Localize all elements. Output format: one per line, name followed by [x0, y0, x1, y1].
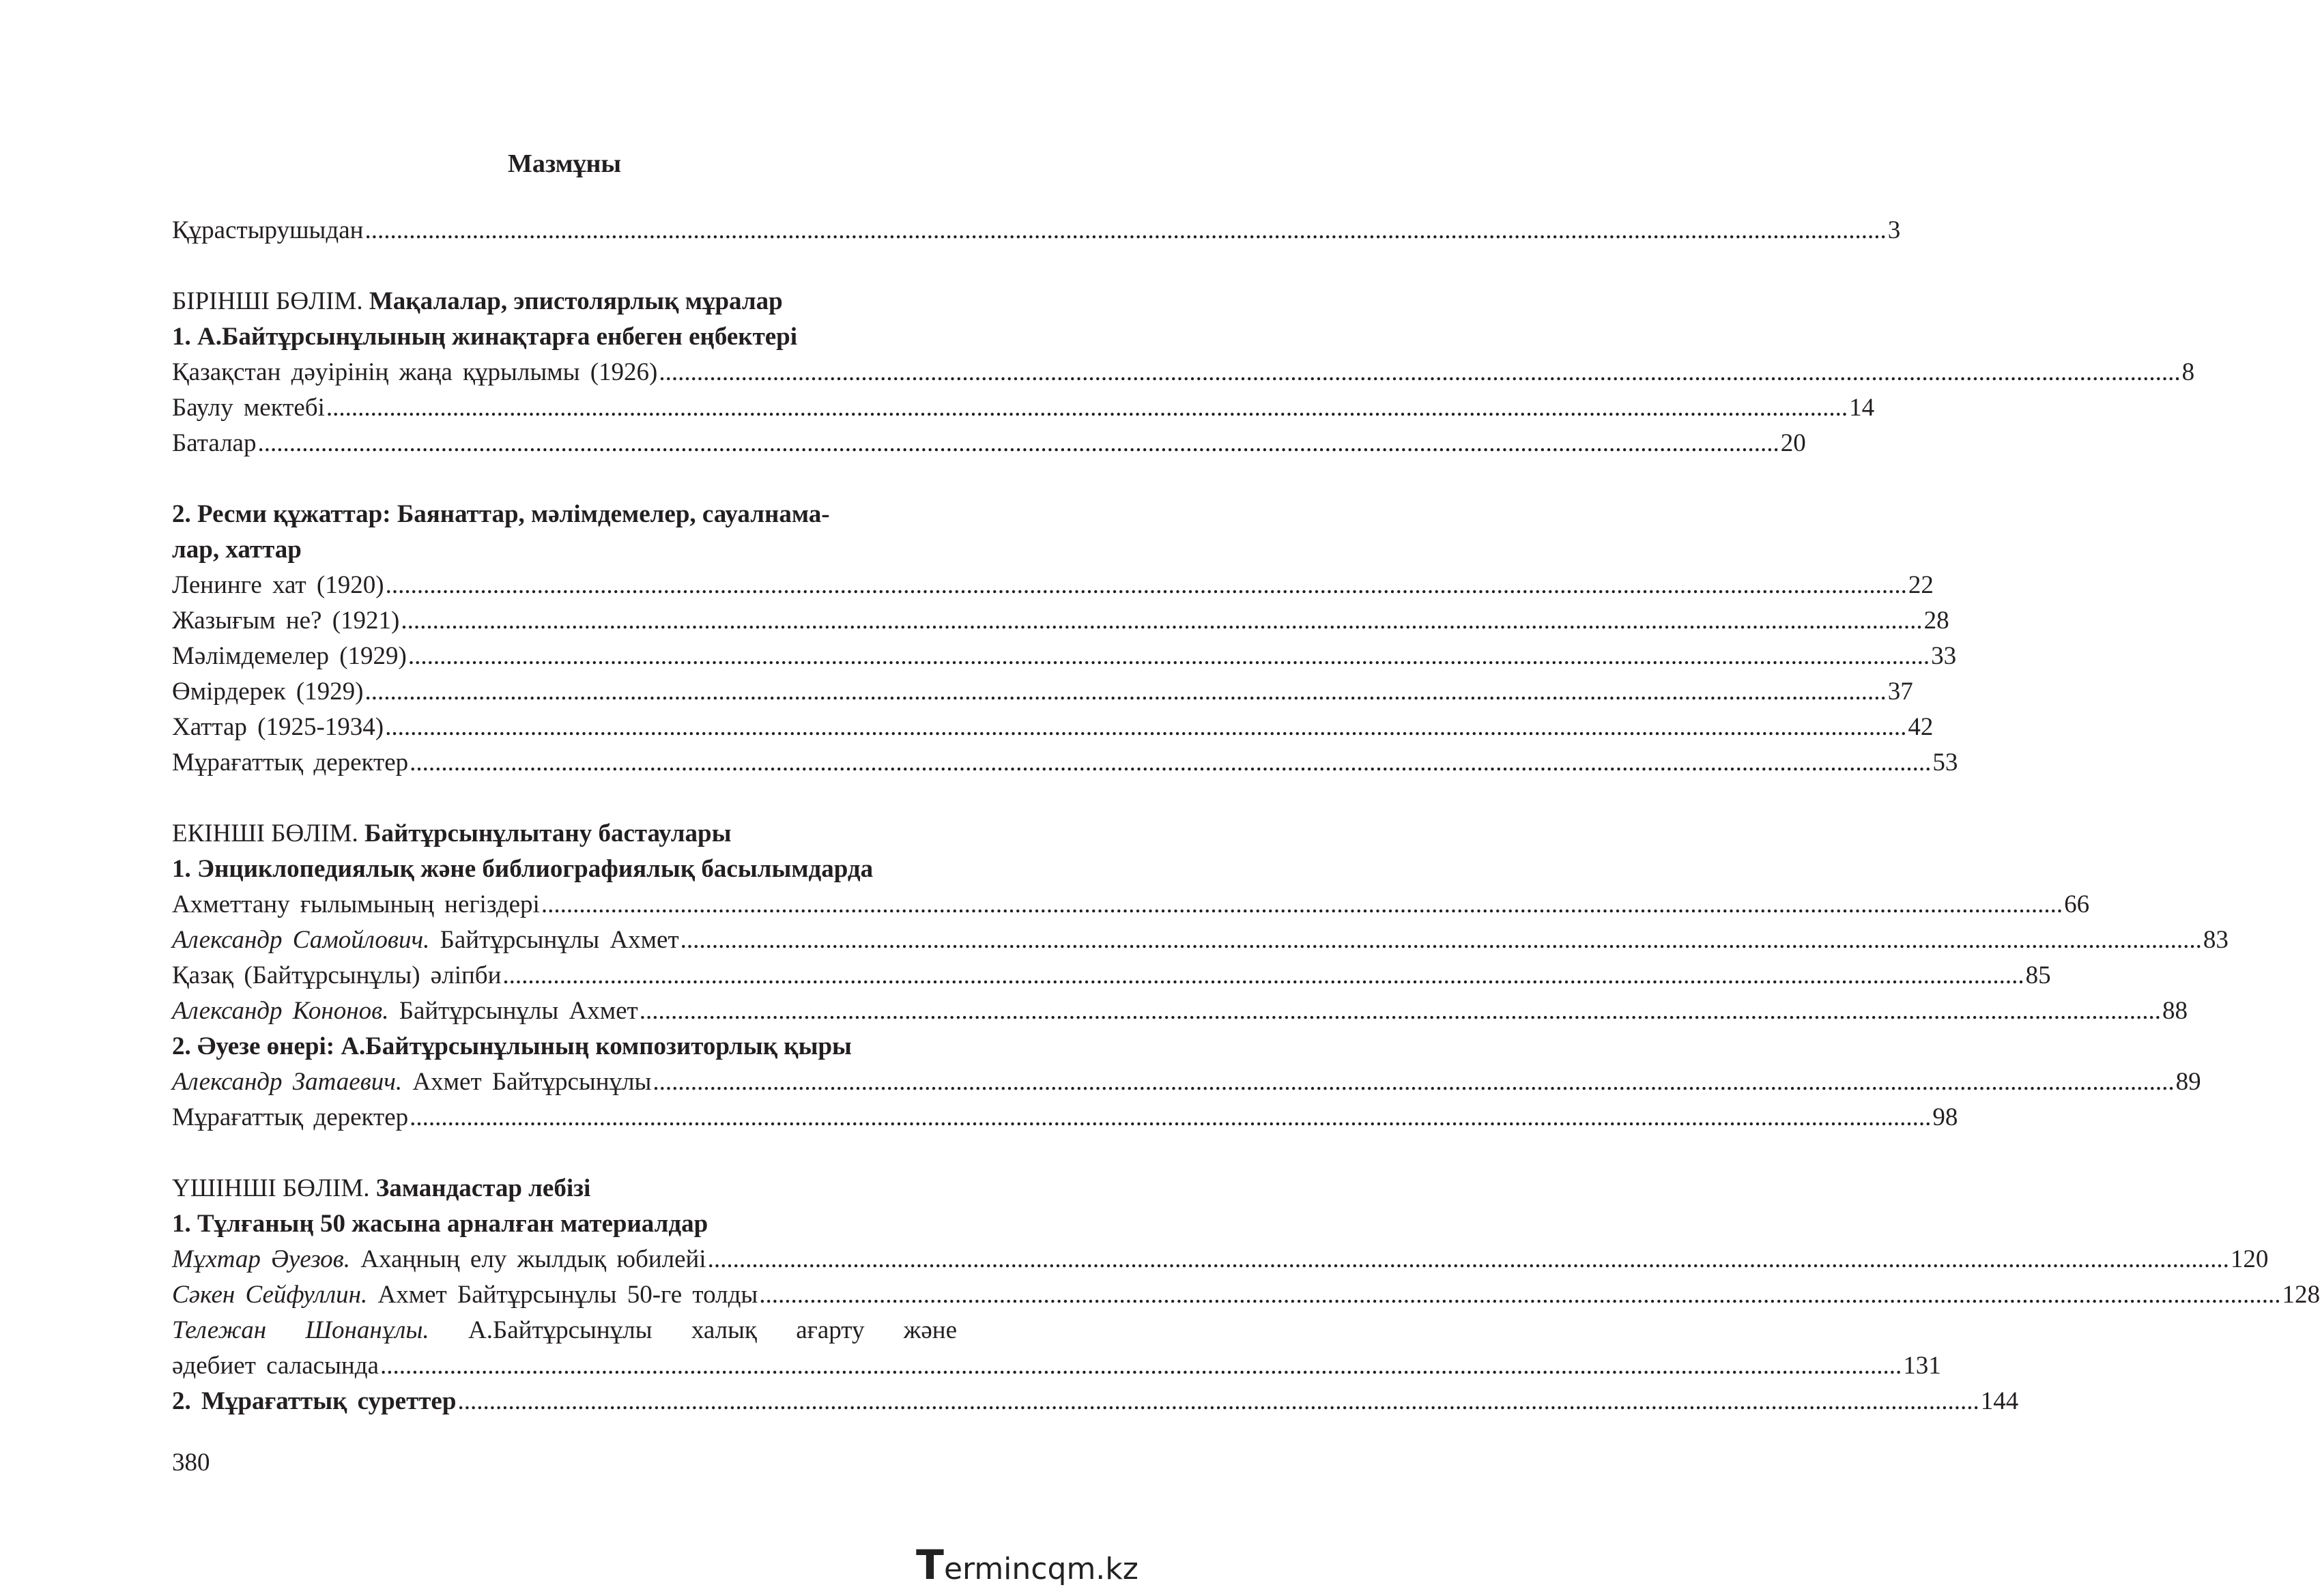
- toc-entry-author: Мұхтар Әуезов.: [172, 1245, 350, 1273]
- toc-entry-word: халық: [691, 1316, 757, 1344]
- dot-leader: [541, 887, 2063, 923]
- page-title: Мазмұны: [507, 149, 622, 178]
- toc-entry-author-part1: Тележан: [172, 1316, 267, 1344]
- toc-entry-word: А.Байтұрсынұлы: [468, 1316, 653, 1344]
- toc-entry-word: және: [903, 1316, 957, 1344]
- toc-entry-label: Мұрағаттық деректер: [172, 749, 409, 777]
- dot-leader: [326, 390, 1848, 426]
- toc-entry-label: Баталар: [172, 429, 257, 457]
- toc-entry[interactable]: [172, 1064, 2201, 1100]
- toc-entry-page: 22: [1908, 571, 1934, 599]
- toc-entry-text: [172, 1064, 651, 1100]
- toc-entry-author: Александр Кононов.: [172, 997, 389, 1025]
- dot-leader: [364, 674, 1886, 710]
- dot-leader: [380, 1348, 1902, 1384]
- toc-entry[interactable]: [172, 958, 2051, 993]
- toc-entry-author-part2: Шонанұлы.: [305, 1316, 429, 1344]
- toc-entry-multiline-first[interactable]: [172, 1313, 957, 1348]
- dot-leader: [257, 426, 1779, 461]
- section-heading-continued: лар, хаттар: [172, 536, 302, 564]
- part-title: Замандастар лебізі: [375, 1174, 591, 1202]
- toc-entry-intro[interactable]: [172, 213, 1901, 248]
- toc-entry-text: [172, 1242, 706, 1277]
- toc-entry[interactable]: [172, 674, 1913, 710]
- toc-entry-label: Баулу мектебі: [172, 394, 325, 422]
- toc-entry-page: 144: [1980, 1387, 2019, 1415]
- toc-entry-text: [172, 993, 638, 1029]
- toc-entry-label: Жазығым не? (1921): [172, 607, 400, 635]
- dot-leader: [759, 1277, 2280, 1313]
- toc-entry[interactable]: [172, 710, 1934, 745]
- page-number: 380: [172, 1449, 210, 1477]
- toc-entry[interactable]: [172, 390, 1875, 426]
- dot-leader: [364, 213, 1886, 248]
- toc-entry[interactable]: [172, 745, 1958, 781]
- dot-leader: [681, 923, 2202, 958]
- toc-entry[interactable]: [172, 639, 1957, 674]
- part-heading-1: [172, 284, 957, 319]
- toc-entry-page: 14: [1849, 394, 1875, 422]
- dot-leader: [708, 1242, 2229, 1277]
- dot-leader: [385, 710, 1906, 745]
- part-prefix: ҮШІНШІ БӨЛІМ.: [172, 1174, 370, 1202]
- toc-entry-label: Ахмет Байтұрсынұлы: [412, 1068, 652, 1096]
- toc-entry-label: Мәлімдемелер (1929): [172, 642, 407, 670]
- toc-entry-page: 88: [2162, 997, 2188, 1025]
- dot-leader: [386, 568, 1907, 603]
- dot-leader: [410, 1100, 1931, 1135]
- toc-entry-page: 131: [1903, 1352, 1941, 1380]
- dot-leader: [401, 603, 1922, 639]
- dot-leader: [408, 639, 1930, 674]
- magnifier-icon: q: [1047, 1552, 1067, 1586]
- toc-entry-page: 89: [2175, 1068, 2201, 1096]
- toc-entry-page: 8: [2181, 358, 2195, 386]
- toc-entry-label: Байтұрсынұлы Ахмет: [440, 926, 679, 954]
- toc-entry-label: Хаттар (1925-1934): [172, 713, 384, 741]
- watermark-logo: [916, 1541, 1138, 1589]
- toc-entry[interactable]: [172, 355, 2195, 390]
- toc-entry-label: Байтұрсынұлы Ахмет: [399, 997, 638, 1025]
- toc-entry-page: 128: [2282, 1281, 2320, 1309]
- toc-entry-multiline-second[interactable]: [172, 1348, 1941, 1384]
- part-prefix: БІРІНШІ БӨЛІМ.: [172, 287, 363, 315]
- section-heading: 1. Энциклопедиялық және библиографиялық басылымдарда: [172, 855, 874, 883]
- dot-leader: [502, 958, 2024, 993]
- toc-entry[interactable]: [172, 1277, 2320, 1313]
- part-title: Байтұрсынұлытану бастаулары: [364, 819, 732, 847]
- toc-entry-page: 53: [1932, 749, 1958, 777]
- section-heading: 1. А.Байтұрсынұлының жинақтарға енбеген еңбектері: [172, 323, 798, 351]
- toc-entry[interactable]: [172, 426, 1806, 461]
- toc-entry-page: 83: [2203, 926, 2229, 954]
- toc-entry-author: Александр Самойлович.: [172, 926, 430, 954]
- toc-entry[interactable]: [172, 1242, 2269, 1277]
- toc-entry-author: Сәкен Сейфуллин.: [172, 1281, 368, 1309]
- toc-entry[interactable]: [172, 887, 2090, 923]
- dot-leader: [659, 355, 2180, 390]
- watermark-text-middle: erminc: [943, 1552, 1048, 1586]
- toc-entry-author: Александр Затаевич.: [172, 1068, 403, 1096]
- watermark-initial: T: [916, 1541, 944, 1589]
- dot-leader: [653, 1064, 2174, 1100]
- toc-entry-word: ағарту: [796, 1316, 865, 1344]
- section-heading: 1. Тұлғаның 50 жасына арналған материалдар: [172, 1210, 708, 1238]
- toc-entry-label: 2. Мұрағаттық суреттер: [172, 1387, 457, 1415]
- toc-entry[interactable]: [172, 923, 2229, 958]
- toc-entry-label: Құрастырушыдан: [172, 216, 364, 244]
- toc-entry-section[interactable]: [172, 1384, 2019, 1419]
- toc-entry-label: Ленинге хат (1920): [172, 571, 384, 599]
- toc-entry-page: 33: [1931, 642, 1957, 670]
- toc-entry[interactable]: [172, 568, 1934, 603]
- toc-entry-label: Қазақ (Байтұрсынұлы) әліпби: [172, 961, 502, 989]
- toc-entry-page: 28: [1923, 607, 1949, 635]
- toc-entry-label: Ахаңның елу жылдық юбилейі: [360, 1245, 706, 1273]
- toc-entry-page: 66: [2064, 890, 2090, 918]
- dot-leader: [640, 993, 2161, 1029]
- part-heading-3: [172, 1171, 957, 1206]
- toc-entry[interactable]: [172, 1100, 1958, 1135]
- toc-entry-page: 98: [1932, 1103, 1958, 1131]
- toc-entry[interactable]: [172, 603, 1949, 639]
- toc-entry-label: Ахметтану ғылымының негіздері: [172, 890, 540, 918]
- toc-entry-label: Ахмет Байтұрсынұлы 50-ге толды: [377, 1281, 758, 1309]
- part-heading-2: [172, 816, 957, 852]
- watermark-text-end: m.kz: [1066, 1552, 1138, 1586]
- toc-entry-page: 85: [2025, 961, 2051, 989]
- part-title: Мақалалар, эпистолярлық мұралар: [369, 287, 783, 315]
- table-of-contents: [172, 213, 2320, 1419]
- toc-entry[interactable]: [172, 993, 2188, 1029]
- toc-entry-page: 120: [2230, 1245, 2269, 1273]
- toc-entry-page: 3: [1887, 216, 1901, 244]
- toc-entry-page: 37: [1887, 678, 1913, 706]
- toc-entry-text: [172, 923, 679, 958]
- toc-entry-label: әдебиет саласында: [172, 1352, 379, 1380]
- section-heading: 2. Ресми құжаттар: Баянаттар, мәлімдемелер, сауалнама-: [172, 500, 830, 528]
- part-prefix: ЕКІНШІ БӨЛІМ.: [172, 819, 358, 847]
- toc-entry-label: Мұрағаттық деректер: [172, 1103, 409, 1131]
- toc-entry-label: Өмірдерек (1929): [172, 678, 364, 706]
- toc-entry-page: 42: [1908, 713, 1934, 741]
- dot-leader: [457, 1384, 1979, 1419]
- toc-entry-text: [172, 1277, 758, 1313]
- toc-entry-page: 20: [1780, 429, 1806, 457]
- dot-leader: [410, 745, 1931, 781]
- section-heading: 2. Әуезе өнері: А.Байтұрсынұлының композиторлық қыры: [172, 1032, 852, 1060]
- toc-entry-label: Қазақстан дәуірінің жаңа құрылымы (1926): [172, 358, 658, 386]
